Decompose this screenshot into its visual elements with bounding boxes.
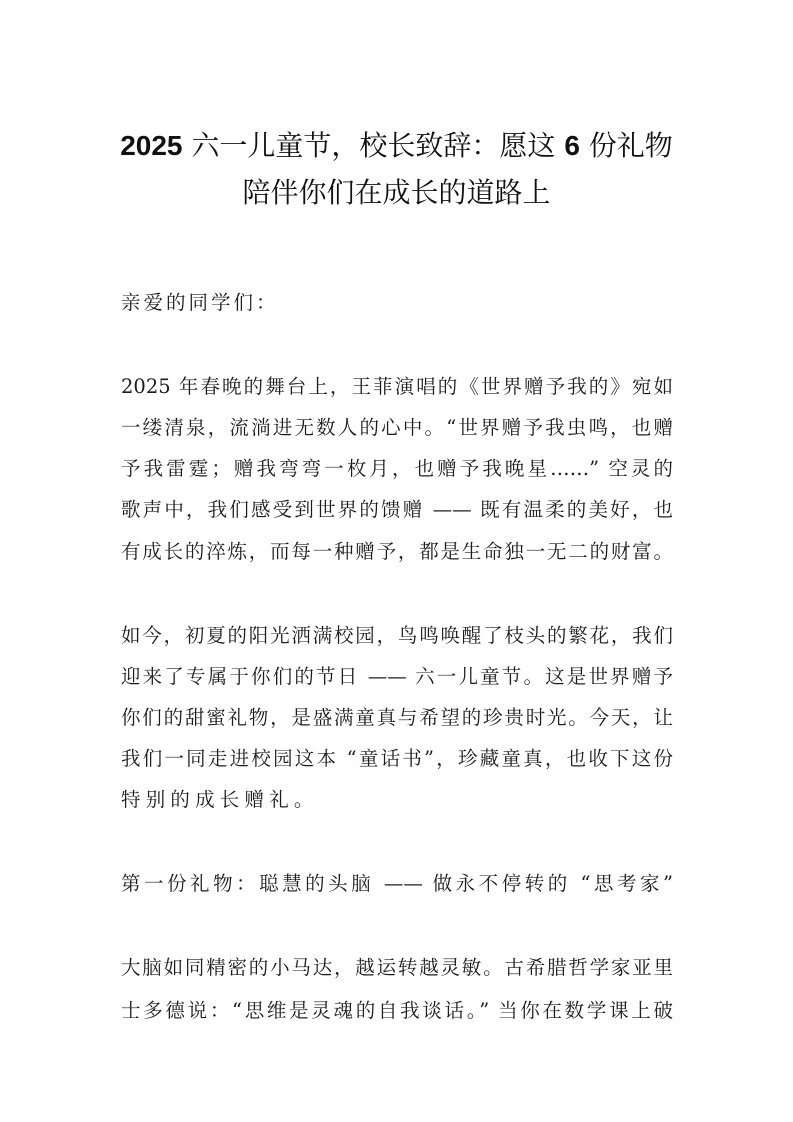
paragraph-line: 予我雷霆；赠我弯弯一枚月，也赠予我晚星……” 空灵的 [121, 457, 673, 480]
paragraph-line: 我们一同走进校园这本 “童话书”，珍藏童真，也收下这份 [121, 747, 673, 770]
title-text-b: 份礼物 [579, 129, 673, 162]
paragraph-line: 特别的成长赠礼。 [121, 788, 319, 811]
paragraph-line: 歌声中，我们感受到世界的馈赠 —— 既有温柔的美好，也 [121, 498, 673, 521]
section-heading-first-gift: 第一份礼物：聪慧的头脑 —— 做永不停转的 “思考家” [121, 872, 673, 895]
title-year: 2025 [120, 130, 183, 161]
paragraph-line: 如今，初夏的阳光洒满校园，鸟鸣唤醒了枝头的繁花，我们 [121, 624, 673, 647]
greeting: 亲爱的同学们： [121, 291, 279, 314]
title-gift-count: 6 [564, 130, 580, 161]
document-title-line-2: 陪伴你们在成长的道路上 [242, 176, 551, 209]
paragraph-line: 迎来了专属于你们的节日 —— 六一儿童节。这是世界赠予 [121, 665, 673, 688]
paragraph-line: 有成长的淬炼，而每一种赠予，都是生命独一无二的财富。 [121, 540, 673, 563]
paragraph-line: 你们的甜蜜礼物，是盛满童真与希望的珍贵时光。今天，让 [121, 706, 673, 729]
paragraph-line: 2025 年春晚的舞台上，王菲演唱的《世界赠予我的》宛如 [121, 375, 673, 398]
document-title-line-1 [100, 129, 693, 163]
paragraph-line: 士多德说：“思维是灵魂的自我谈话。” 当你在数学课上破 [121, 999, 673, 1022]
paragraph-line: 一缕清泉，流淌进无数人的心中。“世界赠予我虫鸣，也赠 [121, 416, 673, 439]
paragraph-line: 大脑如同精密的小马达，越运转越灵敏。古希腊哲学家亚里 [121, 956, 673, 979]
title-text-a: 六一儿童节，校长致辞：愿这 [182, 129, 565, 162]
